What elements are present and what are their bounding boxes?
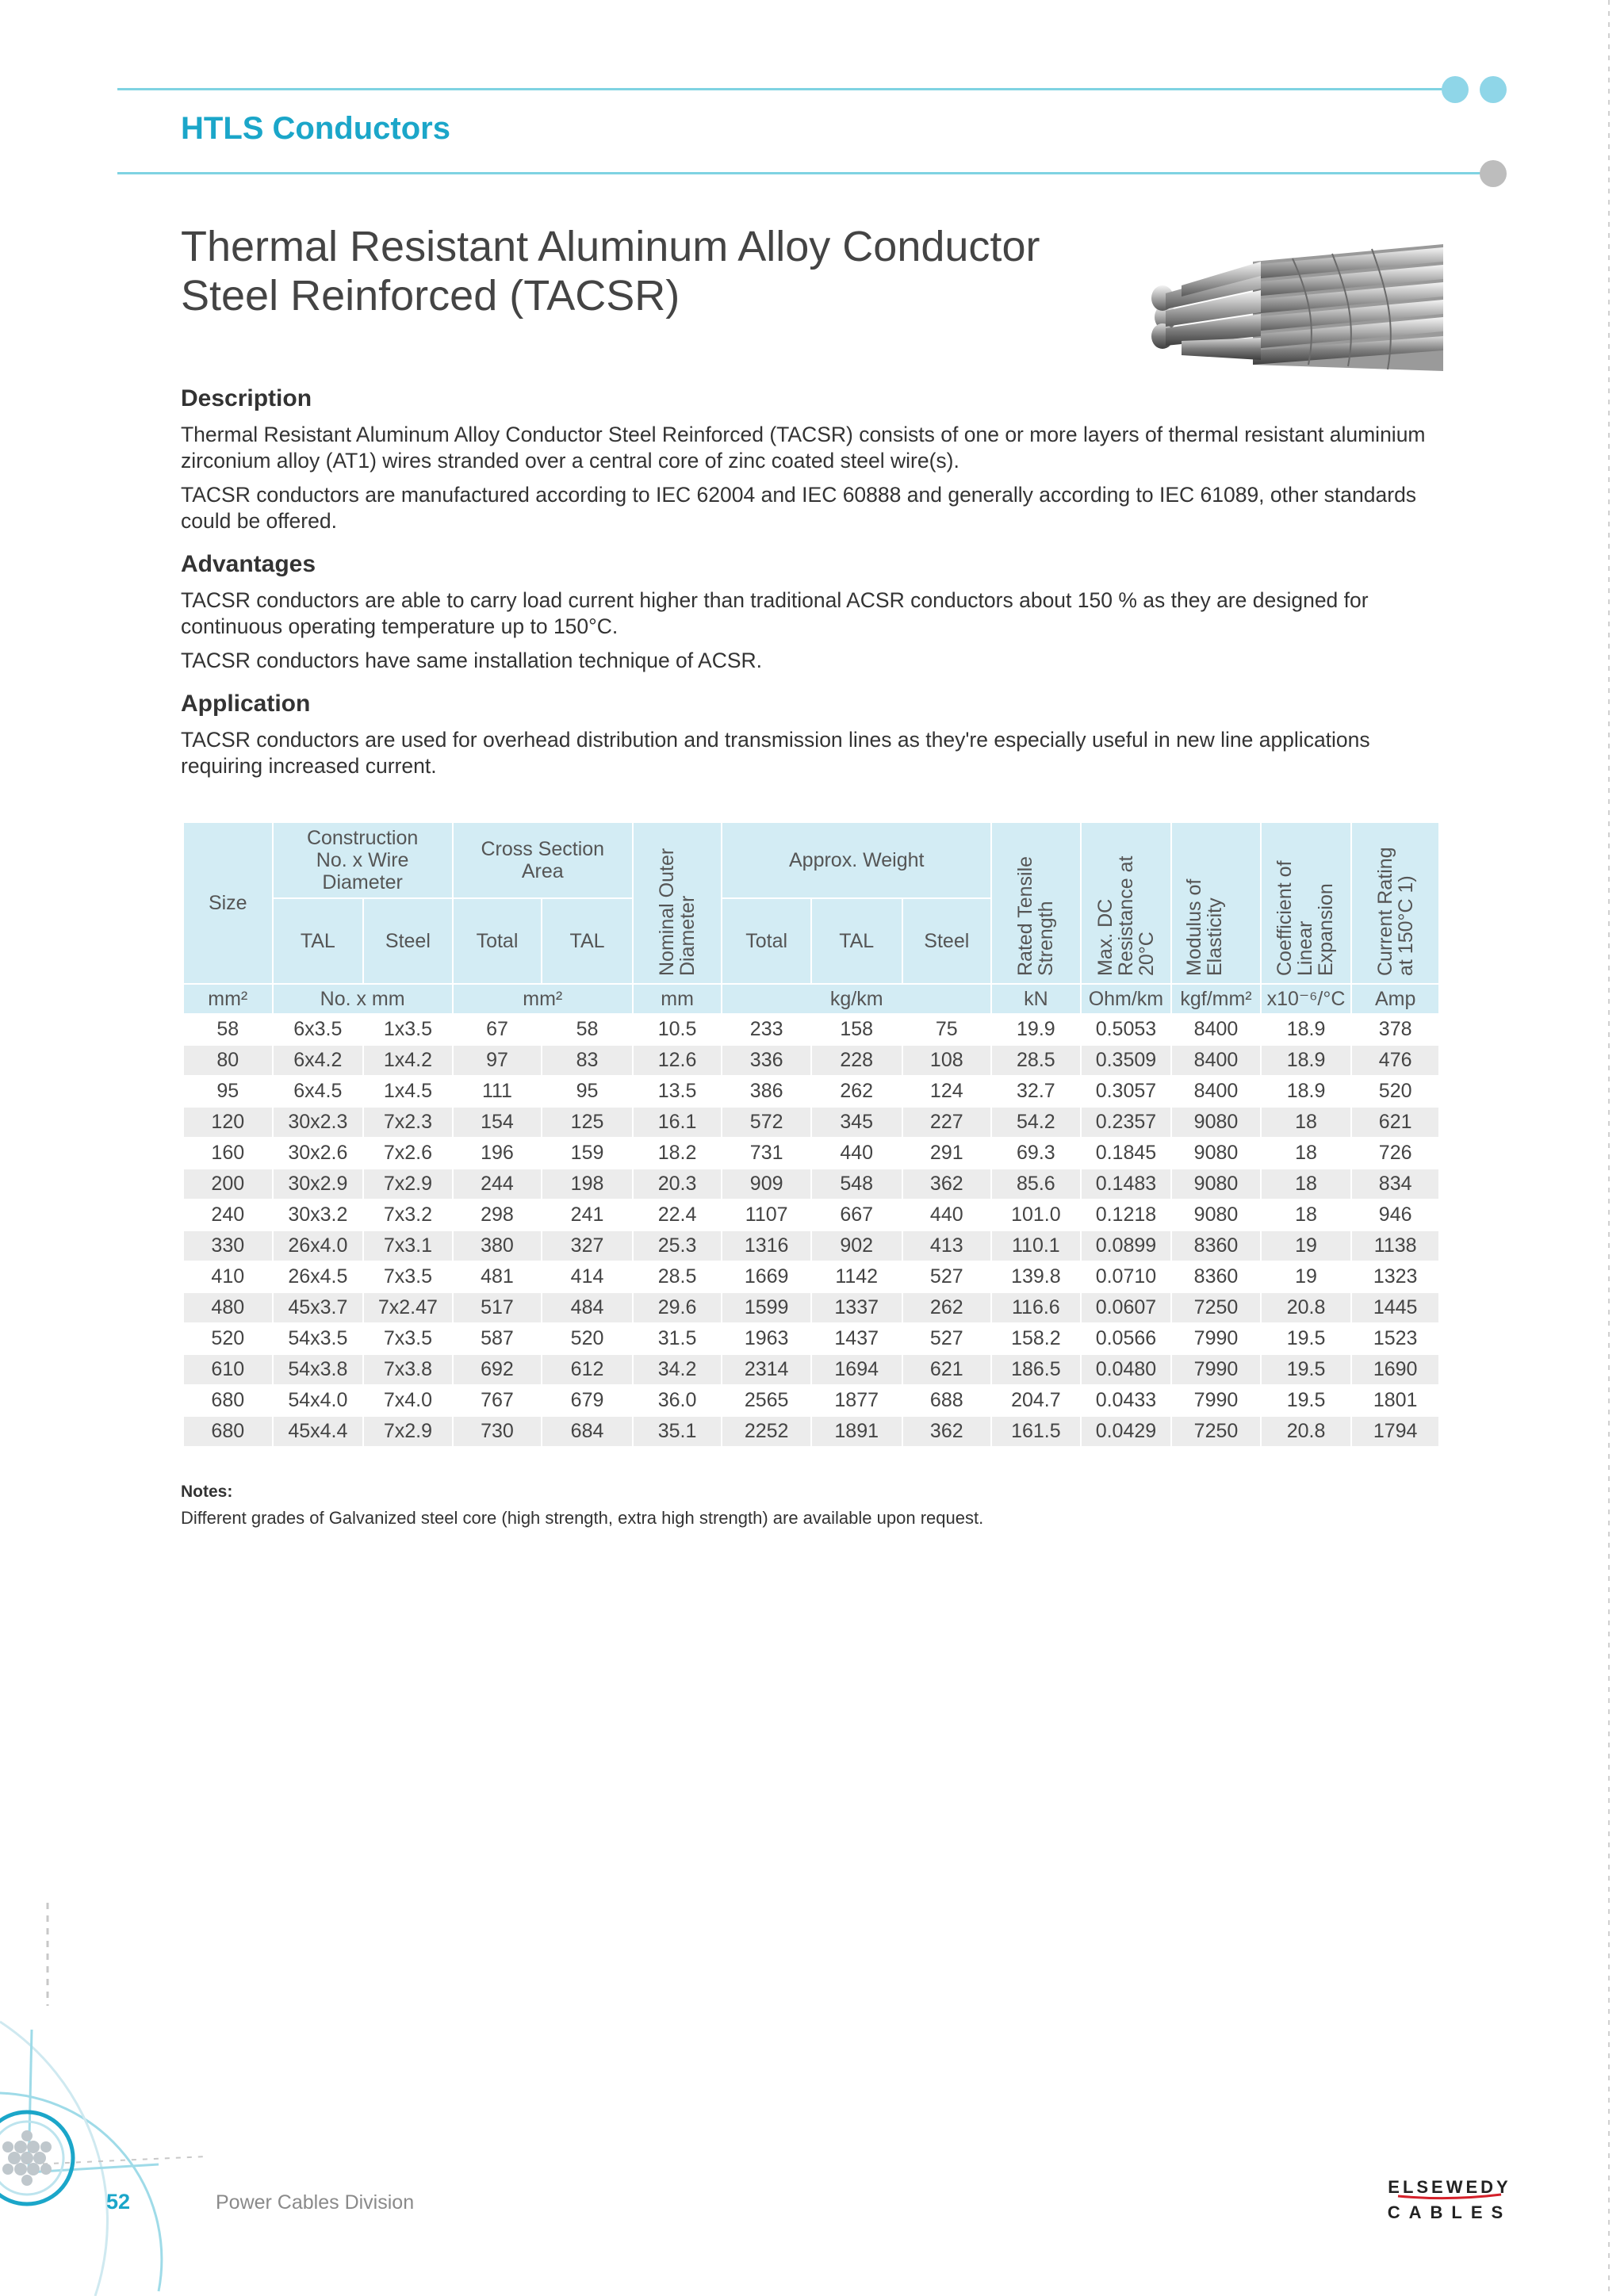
cell-construction-tal: 26x4.5 (273, 1261, 364, 1292)
header-cross-tal: TAL (542, 898, 633, 984)
cell-rated-tensile: 116.6 (991, 1292, 1081, 1323)
cell-modulus: 7990 (1171, 1354, 1261, 1385)
application-p1: TACSR conductors are used for overhead distribution and transmission lines as they're especially useful in new line applications requiring increased current. (181, 728, 1370, 778)
advantages-p1: TACSR conductors are able to carry load current higher than traditional ACSR conductors about 150 % as they are designed for continuous operating temperature up to 150°C. (181, 588, 1369, 638)
cell-size: 680 (183, 1416, 273, 1447)
cell-rated-tensile: 28.5 (991, 1045, 1081, 1076)
unit-coefficient: x10⁻⁶/°C (1261, 984, 1352, 1014)
unit-rated-tensile: kN (991, 984, 1081, 1014)
cell-construction-steel: 1x3.5 (363, 1014, 453, 1045)
cell-rated-tensile: 110.1 (991, 1230, 1081, 1261)
cell-construction-tal: 54x4.0 (273, 1385, 364, 1416)
cell-cross-total: 767 (453, 1385, 542, 1416)
logo-line2: CABLES (1387, 2202, 1512, 2222)
cell-construction-steel: 7x2.47 (363, 1292, 453, 1323)
cell-weight-total: 2314 (722, 1354, 811, 1385)
cell-size: 58 (183, 1014, 273, 1045)
header-top-rule (117, 88, 1450, 90)
cell-cross-total: 154 (453, 1107, 542, 1138)
side-dashed-line (1608, 0, 1610, 2296)
unit-current: Amp (1351, 984, 1439, 1014)
cell-max-dc: 0.3057 (1081, 1076, 1172, 1107)
cell-rated-tensile: 69.3 (991, 1138, 1081, 1169)
page-title (181, 222, 1132, 320)
cell-construction-steel: 7x2.9 (363, 1169, 453, 1200)
header-weight-steel: Steel (902, 898, 992, 984)
cell-size: 480 (183, 1292, 273, 1323)
cell-cross-tal: 612 (542, 1354, 633, 1385)
cell-nominal-outer: 29.6 (633, 1292, 722, 1323)
application-section (181, 691, 1445, 787)
cell-construction-tal: 6x3.5 (273, 1014, 364, 1045)
cell-nominal-outer: 35.1 (633, 1416, 722, 1447)
cell-coefficient: 18 (1261, 1138, 1352, 1169)
cell-weight-total: 1669 (722, 1261, 811, 1292)
header-weight-total: Total (722, 898, 811, 984)
cell-max-dc: 0.5053 (1081, 1014, 1172, 1045)
unit-modulus: kgf/mm² (1171, 984, 1261, 1014)
cell-coefficient: 19.5 (1261, 1385, 1352, 1416)
cell-modulus: 7250 (1171, 1292, 1261, 1323)
cell-weight-total: 731 (722, 1138, 811, 1169)
cell-weight-tal: 548 (811, 1169, 902, 1200)
cell-cross-tal: 58 (542, 1014, 633, 1045)
cell-weight-tal: 228 (811, 1045, 902, 1076)
cell-nominal-outer: 25.3 (633, 1230, 722, 1261)
header-dot-1 (1442, 76, 1469, 103)
table-row (183, 1230, 1439, 1261)
cell-weight-tal: 440 (811, 1138, 902, 1169)
cell-size: 680 (183, 1385, 273, 1416)
cell-modulus: 9080 (1171, 1169, 1261, 1200)
cell-max-dc: 0.0607 (1081, 1292, 1172, 1323)
cell-weight-total: 1316 (722, 1230, 811, 1261)
cell-weight-steel: 262 (902, 1292, 992, 1323)
cell-weight-tal: 262 (811, 1076, 902, 1107)
cell-rated-tensile: 54.2 (991, 1107, 1081, 1138)
unit-construction: No. x mm (273, 984, 453, 1014)
cell-cross-total: 298 (453, 1200, 542, 1230)
cell-current: 1690 (1351, 1354, 1439, 1385)
cell-max-dc: 0.1845 (1081, 1138, 1172, 1169)
cell-weight-total: 1107 (722, 1200, 811, 1230)
cell-cross-total: 517 (453, 1292, 542, 1323)
advantages-heading: Advantages (181, 551, 316, 577)
page-number: 52 (106, 2190, 131, 2214)
cell-construction-steel: 7x2.6 (363, 1138, 453, 1169)
cell-current: 726 (1351, 1138, 1439, 1169)
cell-coefficient: 18.9 (1261, 1014, 1352, 1045)
cell-weight-tal: 1694 (811, 1354, 902, 1385)
header-nominal-outer-text: Nominal Outer Diameter (656, 848, 699, 976)
cell-modulus: 7250 (1171, 1416, 1261, 1447)
table-row (183, 1200, 1439, 1230)
cell-weight-steel: 75 (902, 1014, 992, 1045)
cell-coefficient: 19 (1261, 1261, 1352, 1292)
cell-cross-total: 587 (453, 1323, 542, 1354)
notes-heading: Notes: (181, 1483, 233, 1501)
header-cross-section (453, 822, 633, 898)
cell-modulus: 8400 (1171, 1045, 1261, 1076)
cell-max-dc: 0.0710 (1081, 1261, 1172, 1292)
cell-nominal-outer: 20.3 (633, 1169, 722, 1200)
cell-rated-tensile: 161.5 (991, 1416, 1081, 1447)
cell-coefficient: 18.9 (1261, 1076, 1352, 1107)
table-row (183, 1045, 1439, 1076)
header-approx-weight: Approx. Weight (722, 822, 991, 898)
cell-cross-total: 67 (453, 1014, 542, 1045)
header-modulus-text: Modulus of Elasticity (1183, 878, 1227, 976)
cell-coefficient: 19.5 (1261, 1323, 1352, 1354)
cell-current: 1323 (1351, 1261, 1439, 1292)
cell-cross-tal: 83 (542, 1045, 633, 1076)
header-coefficient (1261, 822, 1352, 984)
cell-cross-total: 380 (453, 1230, 542, 1261)
table-body (183, 1014, 1439, 1447)
header-coefficient-text: Coefficient of Linear Expansion (1274, 860, 1338, 976)
cell-size: 160 (183, 1138, 273, 1169)
cell-size: 120 (183, 1107, 273, 1138)
division-name: Power Cables Division (216, 2191, 415, 2214)
cell-max-dc: 0.2357 (1081, 1107, 1172, 1138)
cell-max-dc: 0.0429 (1081, 1416, 1172, 1447)
table-row (183, 1076, 1439, 1107)
cell-construction-steel: 7x3.5 (363, 1261, 453, 1292)
cell-max-dc: 0.0480 (1081, 1354, 1172, 1385)
cell-modulus: 8360 (1171, 1261, 1261, 1292)
cell-construction-tal: 45x3.7 (273, 1292, 364, 1323)
tacsr-spec-table (182, 821, 1440, 1448)
cell-weight-total: 386 (722, 1076, 811, 1107)
cell-current: 1445 (1351, 1292, 1439, 1323)
header-weight-tal: TAL (811, 898, 902, 984)
application-heading: Application (181, 691, 311, 717)
cell-cross-tal: 241 (542, 1200, 633, 1230)
header-dot-grey (1480, 160, 1507, 187)
cell-cross-total: 97 (453, 1045, 542, 1076)
advantages-section (181, 551, 1445, 682)
cell-size: 520 (183, 1323, 273, 1354)
cell-nominal-outer: 10.5 (633, 1014, 722, 1045)
unit-max-dc: Ohm/km (1081, 984, 1172, 1014)
cell-construction-steel: 7x2.9 (363, 1416, 453, 1447)
cell-modulus: 8400 (1171, 1076, 1261, 1107)
cell-construction-tal: 30x3.2 (273, 1200, 364, 1230)
cell-cross-total: 481 (453, 1261, 542, 1292)
unit-size: mm² (183, 984, 273, 1014)
cell-coefficient: 18 (1261, 1107, 1352, 1138)
cell-weight-steel: 124 (902, 1076, 992, 1107)
cell-modulus: 7990 (1171, 1323, 1261, 1354)
cell-cross-tal: 679 (542, 1385, 633, 1416)
cell-weight-steel: 291 (902, 1138, 992, 1169)
cell-modulus: 8360 (1171, 1230, 1261, 1261)
header-construction-tal: TAL (273, 898, 364, 984)
cell-weight-total: 1599 (722, 1292, 811, 1323)
cell-weight-tal: 667 (811, 1200, 902, 1230)
cell-rated-tensile: 85.6 (991, 1169, 1081, 1200)
header-construction (273, 822, 453, 898)
cell-construction-steel: 7x3.1 (363, 1230, 453, 1261)
table-row (183, 1292, 1439, 1323)
cell-coefficient: 18 (1261, 1200, 1352, 1230)
cell-cross-tal: 484 (542, 1292, 633, 1323)
cell-max-dc: 0.0899 (1081, 1230, 1172, 1261)
cell-coefficient: 19.5 (1261, 1354, 1352, 1385)
cell-max-dc: 0.1218 (1081, 1200, 1172, 1230)
cell-rated-tensile: 19.9 (991, 1014, 1081, 1045)
header-current (1351, 822, 1439, 984)
header-construction-text: Construction No. x Wire Diameter (306, 827, 419, 894)
cell-weight-tal: 902 (811, 1230, 902, 1261)
decorative-cable-graphic (0, 1903, 238, 2296)
cell-current: 1794 (1351, 1416, 1439, 1447)
cell-weight-tal: 1877 (811, 1385, 902, 1416)
cell-weight-total: 1963 (722, 1323, 811, 1354)
header-max-dc-text: Max. DC Resistance at 20°C (1094, 855, 1158, 976)
notes-text: Different grades of Galvanized steel core (high strength, extra high strength) are available upon request. (181, 1508, 984, 1528)
section-title: HTLS Conductors (181, 111, 450, 146)
cell-current: 946 (1351, 1200, 1439, 1230)
elsewedy-logo (1386, 2177, 1513, 2223)
table-row (183, 1014, 1439, 1045)
cell-cross-total: 111 (453, 1076, 542, 1107)
cell-weight-steel: 362 (902, 1416, 992, 1447)
cell-max-dc: 0.1483 (1081, 1169, 1172, 1200)
cell-current: 476 (1351, 1045, 1439, 1076)
cell-coefficient: 20.8 (1261, 1416, 1352, 1447)
cell-size: 95 (183, 1076, 273, 1107)
cell-cross-tal: 95 (542, 1076, 633, 1107)
table-row (183, 1385, 1439, 1416)
cell-size: 610 (183, 1354, 273, 1385)
table-row (183, 1416, 1439, 1447)
cell-current: 834 (1351, 1169, 1439, 1200)
cell-rated-tensile: 32.7 (991, 1076, 1081, 1107)
cell-construction-tal: 54x3.8 (273, 1354, 364, 1385)
cell-cross-total: 244 (453, 1169, 542, 1200)
cell-cross-tal: 198 (542, 1169, 633, 1200)
cell-construction-tal: 45x4.4 (273, 1416, 364, 1447)
cell-coefficient: 19 (1261, 1230, 1352, 1261)
cell-weight-total: 2565 (722, 1385, 811, 1416)
cell-current: 1523 (1351, 1323, 1439, 1354)
header-nominal-outer (633, 822, 722, 984)
cell-coefficient: 18.9 (1261, 1045, 1352, 1076)
cell-weight-tal: 1437 (811, 1323, 902, 1354)
cell-nominal-outer: 36.0 (633, 1385, 722, 1416)
cell-current: 1801 (1351, 1385, 1439, 1416)
header-current-text: Current Rating at 150°C 1) (1373, 846, 1417, 976)
cell-cross-tal: 414 (542, 1261, 633, 1292)
unit-nominal-outer: mm (633, 984, 722, 1014)
cell-nominal-outer: 31.5 (633, 1323, 722, 1354)
cell-cross-tal: 159 (542, 1138, 633, 1169)
description-p2: TACSR conductors are manufactured according to IEC 62004 and IEC 60888 and generally according to IEC 61089, other standards could be offered. (181, 483, 1417, 533)
page-title-line2: Steel Reinforced (TACSR) (181, 272, 680, 320)
cell-cross-total: 730 (453, 1416, 542, 1447)
cell-modulus: 9080 (1171, 1200, 1261, 1230)
cell-nominal-outer: 16.1 (633, 1107, 722, 1138)
cell-current: 520 (1351, 1076, 1439, 1107)
unit-cross-section: mm² (453, 984, 633, 1014)
table-row (183, 1169, 1439, 1200)
description-heading: Description (181, 385, 312, 411)
cell-weight-steel: 621 (902, 1354, 992, 1385)
table-row (183, 1138, 1439, 1169)
cell-cross-total: 196 (453, 1138, 542, 1169)
cell-coefficient: 18 (1261, 1169, 1352, 1200)
cell-max-dc: 0.3509 (1081, 1045, 1172, 1076)
logo-line1: ELSEWEDY (1388, 2177, 1511, 2197)
unit-approx-weight: kg/km (722, 984, 991, 1014)
cell-modulus: 9080 (1171, 1107, 1261, 1138)
cell-weight-steel: 108 (902, 1045, 992, 1076)
cell-size: 410 (183, 1261, 273, 1292)
cell-construction-tal: 6x4.2 (273, 1045, 364, 1076)
header-rated-tensile-text: Rated Tensile Strength (1014, 855, 1058, 976)
cell-cross-tal: 125 (542, 1107, 633, 1138)
cell-weight-total: 572 (722, 1107, 811, 1138)
header-size: Size (183, 822, 273, 984)
header-construction-steel: Steel (363, 898, 453, 984)
description-p1: Thermal Resistant Aluminum Alloy Conductor Steel Reinforced (TACSR) consists of one or more layers of thermal resistant aluminium zirconium alloy (AT1) wires stranded over a central core of zinc coated steel wire(s). (181, 423, 1426, 473)
cell-construction-tal: 30x2.6 (273, 1138, 364, 1169)
cell-construction-steel: 1x4.2 (363, 1045, 453, 1076)
cell-current: 378 (1351, 1014, 1439, 1045)
cell-nominal-outer: 34.2 (633, 1354, 722, 1385)
advantages-p2: TACSR conductors have same installation technique of ACSR. (181, 649, 763, 672)
cell-construction-tal: 54x3.5 (273, 1323, 364, 1354)
cell-size: 330 (183, 1230, 273, 1261)
conductor-cable-image (1134, 230, 1443, 388)
cell-cross-total: 692 (453, 1354, 542, 1385)
cell-rated-tensile: 158.2 (991, 1323, 1081, 1354)
cell-weight-steel: 527 (902, 1261, 992, 1292)
cell-construction-steel: 1x4.5 (363, 1076, 453, 1107)
cell-construction-steel: 7x3.2 (363, 1200, 453, 1230)
table-row (183, 1261, 1439, 1292)
cell-coefficient: 20.8 (1261, 1292, 1352, 1323)
cell-current: 621 (1351, 1107, 1439, 1138)
header-rated-tensile (991, 822, 1081, 984)
cell-max-dc: 0.0433 (1081, 1385, 1172, 1416)
header-cross-total: Total (453, 898, 542, 984)
cell-weight-tal: 158 (811, 1014, 902, 1045)
cell-max-dc: 0.0566 (1081, 1323, 1172, 1354)
cell-size: 240 (183, 1200, 273, 1230)
cell-rated-tensile: 101.0 (991, 1200, 1081, 1230)
cell-rated-tensile: 139.8 (991, 1261, 1081, 1292)
page-title-line1: Thermal Resistant Aluminum Alloy Conductor (181, 223, 1040, 270)
header-cross-section-text: Cross Section Area (481, 838, 605, 882)
cell-size: 80 (183, 1045, 273, 1076)
table-row (183, 1107, 1439, 1138)
cell-weight-steel: 227 (902, 1107, 992, 1138)
cell-weight-steel: 688 (902, 1385, 992, 1416)
cell-construction-steel: 7x3.5 (363, 1323, 453, 1354)
description-section (181, 385, 1445, 542)
cell-current: 1138 (1351, 1230, 1439, 1261)
cell-weight-steel: 527 (902, 1323, 992, 1354)
cell-construction-tal: 26x4.0 (273, 1230, 364, 1261)
cell-modulus: 9080 (1171, 1138, 1261, 1169)
header-dot-2 (1480, 76, 1507, 103)
cell-cross-tal: 327 (542, 1230, 633, 1261)
cell-rated-tensile: 186.5 (991, 1354, 1081, 1385)
table-row (183, 1354, 1439, 1385)
cell-construction-tal: 6x4.5 (273, 1076, 364, 1107)
cell-construction-tal: 30x2.3 (273, 1107, 364, 1138)
cell-weight-total: 2252 (722, 1416, 811, 1447)
header-bottom-rule (117, 172, 1489, 174)
cell-cross-tal: 520 (542, 1323, 633, 1354)
cell-weight-tal: 345 (811, 1107, 902, 1138)
cell-modulus: 7990 (1171, 1385, 1261, 1416)
cell-construction-steel: 7x2.3 (363, 1107, 453, 1138)
cell-construction-steel: 7x3.8 (363, 1354, 453, 1385)
cell-weight-steel: 413 (902, 1230, 992, 1261)
cell-construction-steel: 7x4.0 (363, 1385, 453, 1416)
cell-nominal-outer: 22.4 (633, 1200, 722, 1230)
cell-nominal-outer: 12.6 (633, 1045, 722, 1076)
cell-cross-tal: 684 (542, 1416, 633, 1447)
cell-rated-tensile: 204.7 (991, 1385, 1081, 1416)
header-modulus (1171, 822, 1261, 984)
cell-nominal-outer: 28.5 (633, 1261, 722, 1292)
cell-weight-tal: 1337 (811, 1292, 902, 1323)
cell-weight-total: 233 (722, 1014, 811, 1045)
header-max-dc (1081, 822, 1172, 984)
cell-weight-steel: 440 (902, 1200, 992, 1230)
cell-construction-tal: 30x2.9 (273, 1169, 364, 1200)
table-row (183, 1323, 1439, 1354)
cell-weight-total: 909 (722, 1169, 811, 1200)
cell-size: 200 (183, 1169, 273, 1200)
cell-nominal-outer: 18.2 (633, 1138, 722, 1169)
cell-nominal-outer: 13.5 (633, 1076, 722, 1107)
cell-weight-total: 336 (722, 1045, 811, 1076)
cell-modulus: 8400 (1171, 1014, 1261, 1045)
cell-weight-steel: 362 (902, 1169, 992, 1200)
cell-weight-tal: 1142 (811, 1261, 902, 1292)
cell-weight-tal: 1891 (811, 1416, 902, 1447)
